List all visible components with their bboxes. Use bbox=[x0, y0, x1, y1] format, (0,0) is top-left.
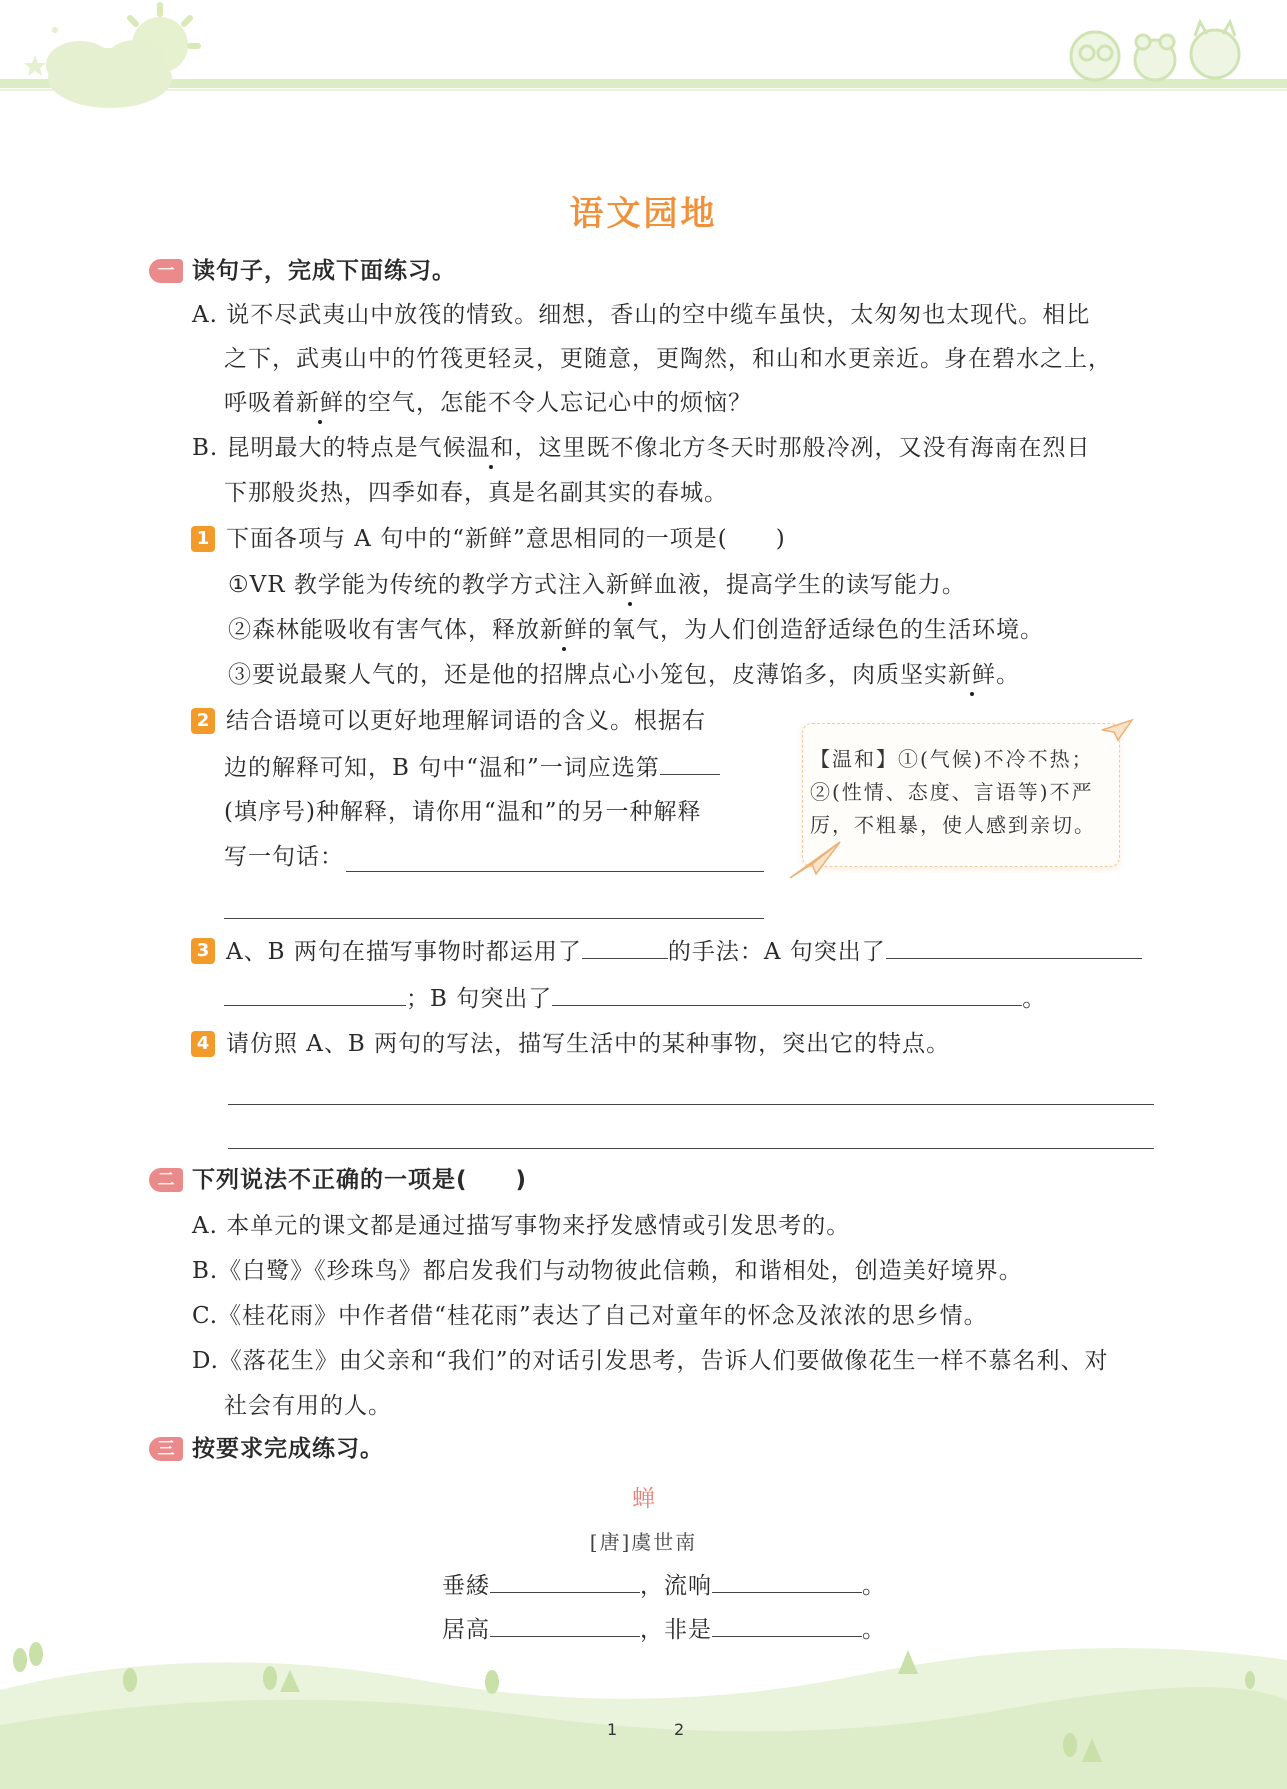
choice-b: B.《白鹭》《珍珠鸟》都启发我们与动物彼此信赖，和谐相处，创造美好境界。 bbox=[192, 1258, 1023, 1284]
question-number: 2 bbox=[191, 708, 215, 734]
answer-blank[interactable] bbox=[490, 1570, 640, 1593]
choice-a: A. 本单元的课文都是通过描写事物来抒发感情或引发思考的。 bbox=[192, 1213, 851, 1239]
poem-title: 蝉 bbox=[632, 1486, 655, 1512]
section-heading: 读句子，完成下面练习。 bbox=[192, 258, 456, 284]
question-stem: 下面各项与 A 句中的“新鲜”意思相同的一项是( ) bbox=[226, 526, 786, 552]
passage-a-line: 之下，武夷山中的竹筏更轻灵，更随意，更陶然，和山和水更亲近。身在碧水之上， bbox=[224, 346, 1112, 372]
poem-line: 居高 ，非是 。 bbox=[442, 1614, 886, 1645]
answer-line[interactable] bbox=[224, 918, 764, 919]
question-stem: 结合语境可以更好地理解词语的含义。根据右 bbox=[226, 708, 706, 734]
footer-hills bbox=[0, 1630, 1287, 1789]
passage-a-line: A. 说不尽武夷山中放筏的情致。细想，香山的空中缆车虽快，太匆匆也太现代。相比 bbox=[192, 302, 1091, 328]
passage-b-line: B. 昆明最大的特点是气候温和，这里既不像北方冬天时那般冷冽，又没有海南在烈日 bbox=[192, 435, 1091, 461]
page-number-left: 1 bbox=[607, 1720, 618, 1739]
question-stem: 写一句话： bbox=[224, 844, 344, 870]
section-heading: 下列说法不正确的一项是( ) bbox=[192, 1167, 528, 1193]
question-number: 3 bbox=[191, 938, 215, 964]
answer-blank[interactable] bbox=[582, 936, 668, 959]
emphasis-word: 温和 bbox=[466, 435, 515, 461]
question-stem: A、B 两句在描写事物时都运用了 的手法：A 句突出了 bbox=[226, 936, 1142, 967]
definition-line: ②(性情、态度、言语等)不严 bbox=[810, 780, 1094, 804]
answer-blank[interactable] bbox=[224, 983, 406, 1006]
option-2: ②森林能吸收有害气体，释放新鲜的氧气，为人们创造舒适绿色的生活环境。 bbox=[228, 617, 1044, 643]
poem-line: 垂緌 ，流响 。 bbox=[442, 1570, 886, 1601]
answer-blank[interactable] bbox=[552, 983, 1022, 1006]
emphasis-word: 新鲜 bbox=[296, 390, 344, 416]
question-stem: (填序号)种解释，请你用“温和”的另一种解释 bbox=[224, 799, 702, 825]
answer-line[interactable] bbox=[228, 1104, 1154, 1105]
page-number-right: 2 bbox=[674, 1720, 685, 1739]
section-heading: 按要求完成练习。 bbox=[192, 1436, 384, 1462]
paper-plane-icon bbox=[1100, 718, 1134, 742]
cartoon-animals-icon bbox=[1055, 8, 1255, 88]
sun-cloud-icon bbox=[0, 0, 210, 115]
emphasis-word: 新鲜 bbox=[948, 662, 996, 688]
section-badge: 二 bbox=[149, 1168, 183, 1192]
section-badge: 一 bbox=[149, 259, 183, 283]
question-stem: 请仿照 A、B 两句的写法，描写生活中的某种事物，突出它的特点。 bbox=[226, 1031, 951, 1057]
answer-blank[interactable] bbox=[886, 936, 1142, 959]
question-stem: ；B 句突出了 。 bbox=[224, 983, 1046, 1014]
section-badge: 三 bbox=[149, 1437, 183, 1461]
question-stem: 边的解释可知，B 句中“温和”一词应选第 bbox=[224, 752, 720, 783]
option-1: ①VR 教学能为传统的教学方式注入新鲜血液，提高学生的读写能力。 bbox=[228, 572, 966, 598]
option-3: ③要说最聚人气的，还是他的招牌点心小笼包，皮薄馅多，肉质坚实新鲜。 bbox=[228, 662, 1020, 688]
passage-a-line: 呼吸着新鲜的空气，怎能不令人忘记心中的烦恼？ bbox=[224, 390, 752, 416]
emphasis-word: 新鲜 bbox=[540, 617, 588, 643]
choice-c: C.《桂花雨》中作者借“桂花雨”表达了自己对童年的怀念及浓浓的思乡情。 bbox=[192, 1303, 988, 1329]
answer-blank[interactable] bbox=[712, 1570, 862, 1593]
choice-d: 社会有用的人。 bbox=[224, 1393, 392, 1419]
question-number: 1 bbox=[191, 526, 215, 552]
question-number: 4 bbox=[191, 1031, 215, 1057]
passage-b-line: 下那般炎热，四季如春，真是名副其实的春城。 bbox=[224, 480, 728, 506]
definition-line: 【温和】①(气候)不冷不热； bbox=[810, 747, 1094, 771]
definition-line: 厉，不粗暴，使人感到亲切。 bbox=[810, 813, 1096, 837]
poem-author: [唐]虞世南 bbox=[589, 1530, 698, 1554]
answer-blank[interactable] bbox=[660, 752, 720, 775]
answer-line[interactable] bbox=[346, 871, 764, 872]
answer-line[interactable] bbox=[228, 1148, 1154, 1149]
emphasis-word: 新鲜 bbox=[605, 572, 654, 598]
paper-plane-icon bbox=[786, 838, 842, 882]
choice-d: D.《落花生》由父亲和“我们”的对话引发思考，告诉人们要做像花生一样不慕名利、对 bbox=[192, 1348, 1109, 1374]
page-title: 语文园地 bbox=[569, 194, 718, 234]
